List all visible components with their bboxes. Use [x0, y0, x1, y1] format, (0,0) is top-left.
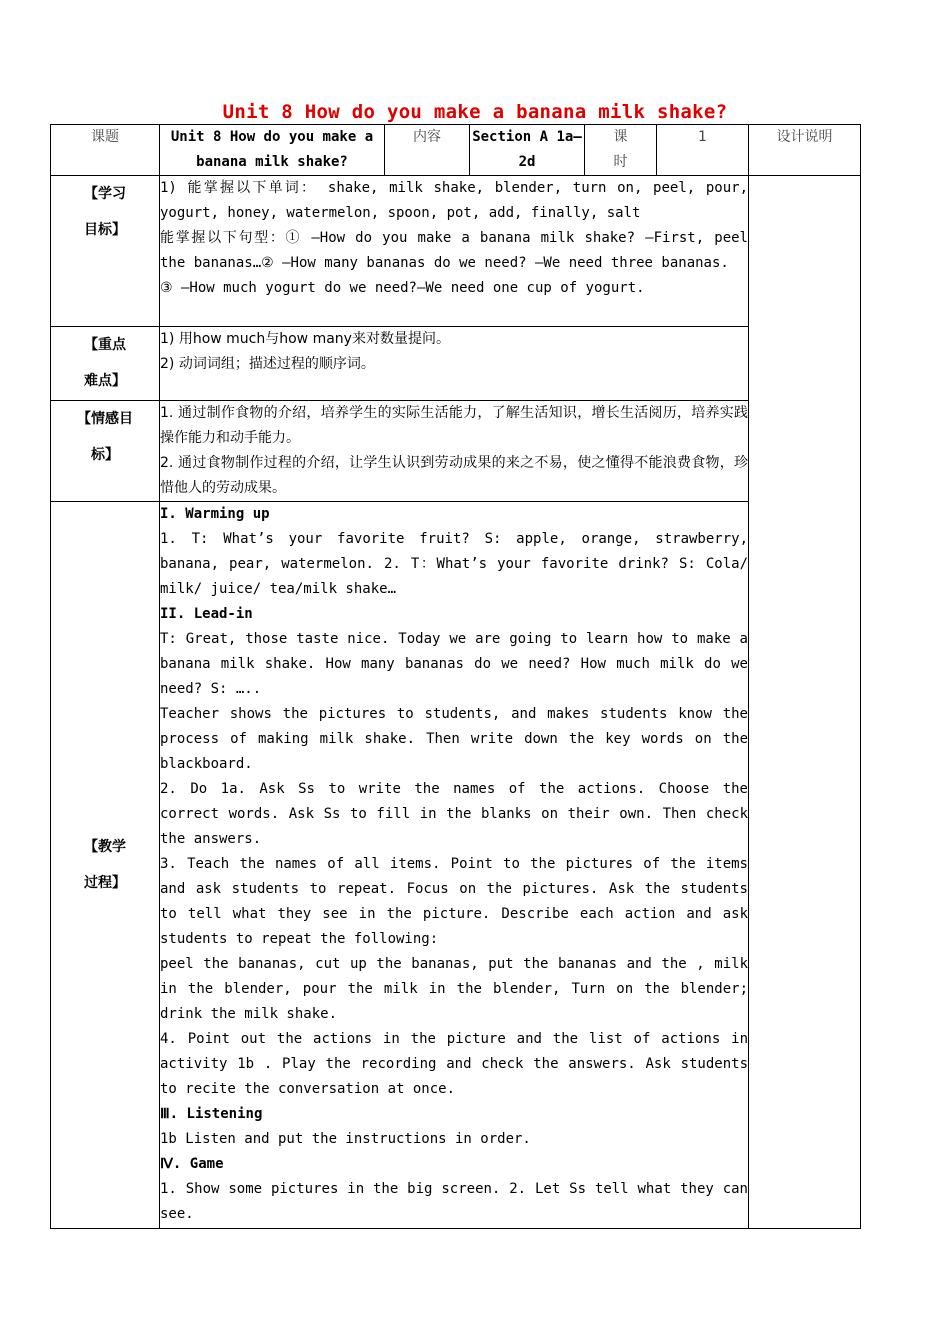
content-label: 内容	[413, 129, 441, 145]
period-value: 1	[698, 129, 707, 145]
objectives-line-3: ③ —How much yogurt do we need?—We need one cup of yogurt.	[160, 280, 645, 296]
topic-label: 课题	[91, 129, 119, 145]
key-points-line-1: 1) 用how much与how many来对数量提问。	[160, 331, 450, 347]
header-row	[51, 125, 861, 176]
emotion-line-2: 2. 通过食物制作过程的介绍，让学生认识到劳动成果的来之不易，使之懂得不能浪费食物，珍惜他人的劳动成果。	[160, 455, 748, 496]
process-label-cell	[51, 502, 160, 1229]
topic-label-cell	[51, 125, 160, 176]
objectives-label-cell	[51, 176, 160, 327]
period-label-cell	[585, 125, 657, 176]
objectives-label: 【学习目标】	[84, 186, 126, 238]
topic-value: Unit 8 How do you make a banana milk shake?	[170, 129, 374, 170]
content-label-cell	[385, 125, 470, 176]
emotion-line-1: 1. 通过制作食物的介绍，培养学生的实际生活能力，了解生活知识，增长生活阅历，培养实践操作能力和动手能力。	[160, 405, 748, 446]
period-label: 课时	[613, 129, 628, 170]
key-points-label: 【重点难点】	[84, 337, 126, 389]
document-title: Unit 8 How do you make a banana milk shake?	[222, 101, 728, 123]
period-value-cell	[657, 125, 749, 176]
process-paragraph: Teacher shows the pictures to students, and makes students know the process of making milk shake. Then write down the key words on the blackboard.	[160, 706, 748, 772]
section-heading-listening: Ⅲ. Listening	[160, 1106, 263, 1122]
process-paragraph: 1b Listen and put the instructions in order.	[160, 1131, 531, 1147]
design-notes-label: 设计说明	[776, 129, 833, 145]
process-paragraph: 3. Teach the names of all items. Point to the pictures of the items and ask students to repeat. Focus on the pictures. Ask the students to tell what they see in the picture. Describe each action and ask students to repeat the following:	[160, 856, 748, 947]
process-paragraph: 2. Do 1a. Ask Ss to write the names of the actions. Choose the correct words. Ask Ss to fill in the blanks on their own. Then check the answers.	[160, 781, 748, 847]
process-paragraph: peel the bananas, cut up the bananas, put the bananas and the , milk in the blender, pour the milk in the blender, Turn on the blender; drink the milk shake.	[160, 956, 748, 1022]
lesson-plan-table	[50, 124, 861, 1229]
emotion-content	[160, 401, 749, 502]
key-points-label-cell	[51, 327, 160, 401]
process-row	[51, 502, 861, 1229]
objectives-content	[160, 176, 749, 327]
objectives-line-1: 1) 能掌握以下单词： shake, milk shake, blender, turn on, peel, pour, yogurt, honey, watermelon, spoon, pot, add, finally, salt	[160, 180, 748, 221]
process-paragraph: 1. Show some pictures in the big screen. 2. Let Ss tell what they can see.	[160, 1181, 748, 1222]
objectives-row	[51, 176, 861, 327]
emotion-row	[51, 401, 861, 502]
key-points-row	[51, 327, 861, 401]
process-paragraph: 4. Point out the actions in the picture and the list of actions in activity 1b . Play the recording and check the answers. Ask students to recite the conversation at once.	[160, 1031, 748, 1097]
objectives-line-2: 能掌握以下句型：① —How do you make a banana milk shake? —First, peel the bananas…② —How many bananas do we need? —We need three bananas.	[160, 230, 748, 271]
emotion-label-cell	[51, 401, 160, 502]
section-heading-lead-in: II. Lead-in	[160, 606, 253, 622]
content-value: Section A 1a—2d	[472, 129, 582, 170]
section-heading-warming-up: I. Warming up	[160, 506, 270, 522]
topic-value-cell	[160, 125, 385, 176]
key-points-line-2: 2) 动词词组；描述过程的顺序词。	[160, 356, 375, 372]
process-paragraph: 1. T: What’s your favorite fruit? S: apple, orange, strawberry, banana, pear, watermelon. 2. T：What’s your favorite drink? S: Cola/ milk/ juice/ tea/milk shake…	[160, 531, 748, 597]
content-value-cell	[470, 125, 585, 176]
design-notes-cell	[749, 125, 861, 1229]
process-content	[160, 502, 749, 1229]
key-points-content	[160, 327, 749, 401]
section-heading-game: Ⅳ. Game	[160, 1156, 224, 1172]
emotion-label: 【情感目标】	[77, 411, 133, 463]
process-label: 【教学过程】	[84, 839, 126, 891]
process-paragraph: T: Great, those taste nice. Today we are going to learn how to make a banana milk shake. How many bananas do we need? How much milk do we need? S: …..	[160, 631, 748, 697]
